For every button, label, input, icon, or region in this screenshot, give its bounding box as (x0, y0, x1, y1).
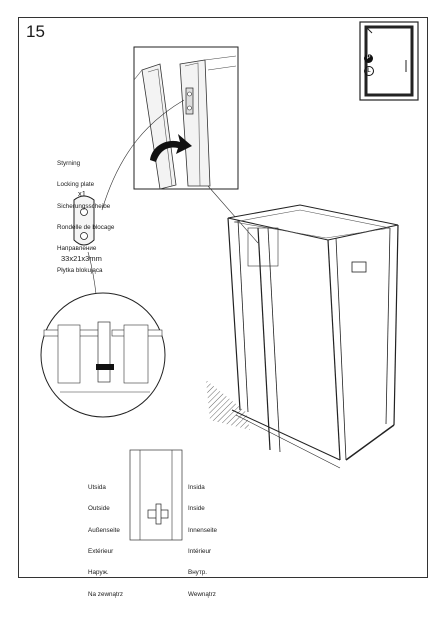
dimensions-label: 33x21x3mm (61, 254, 102, 263)
label-line: Styrning (57, 160, 81, 168)
circular-detail (41, 293, 165, 417)
shower-enclosure (206, 205, 398, 468)
label-line: Außenseite (88, 526, 120, 534)
badge-l: L (364, 66, 374, 76)
label-line: Utsida (88, 484, 106, 492)
label-line: Intérieur (188, 548, 212, 556)
inside-labels (188, 470, 217, 605)
label-line: Направление (57, 245, 97, 253)
label-line: Innenseite (188, 526, 218, 534)
badge-p: P (364, 54, 373, 63)
step-number: 15 (26, 22, 45, 41)
label-line: Sicherungsscheibe (57, 202, 111, 210)
top-detail-inset (134, 47, 238, 189)
outside-labels (88, 470, 123, 605)
label-line: Insida (188, 484, 205, 492)
label-line: Rondelle de blocage (57, 224, 115, 232)
label-line: Na zewnątrz (88, 590, 123, 598)
label-line: Внутр. (188, 569, 207, 577)
label-line: Extérieur (88, 548, 114, 556)
label-line: Inside (188, 505, 205, 513)
label-line: Płytka blokująca (57, 266, 103, 274)
label-line: Outside (88, 505, 110, 513)
quantity-label: x1 (78, 189, 86, 198)
profile-detail (130, 450, 182, 540)
label-line: Locking plate (57, 181, 95, 189)
label-line: Wewnątrz (188, 590, 216, 598)
label-line: Наруж. (88, 569, 109, 577)
